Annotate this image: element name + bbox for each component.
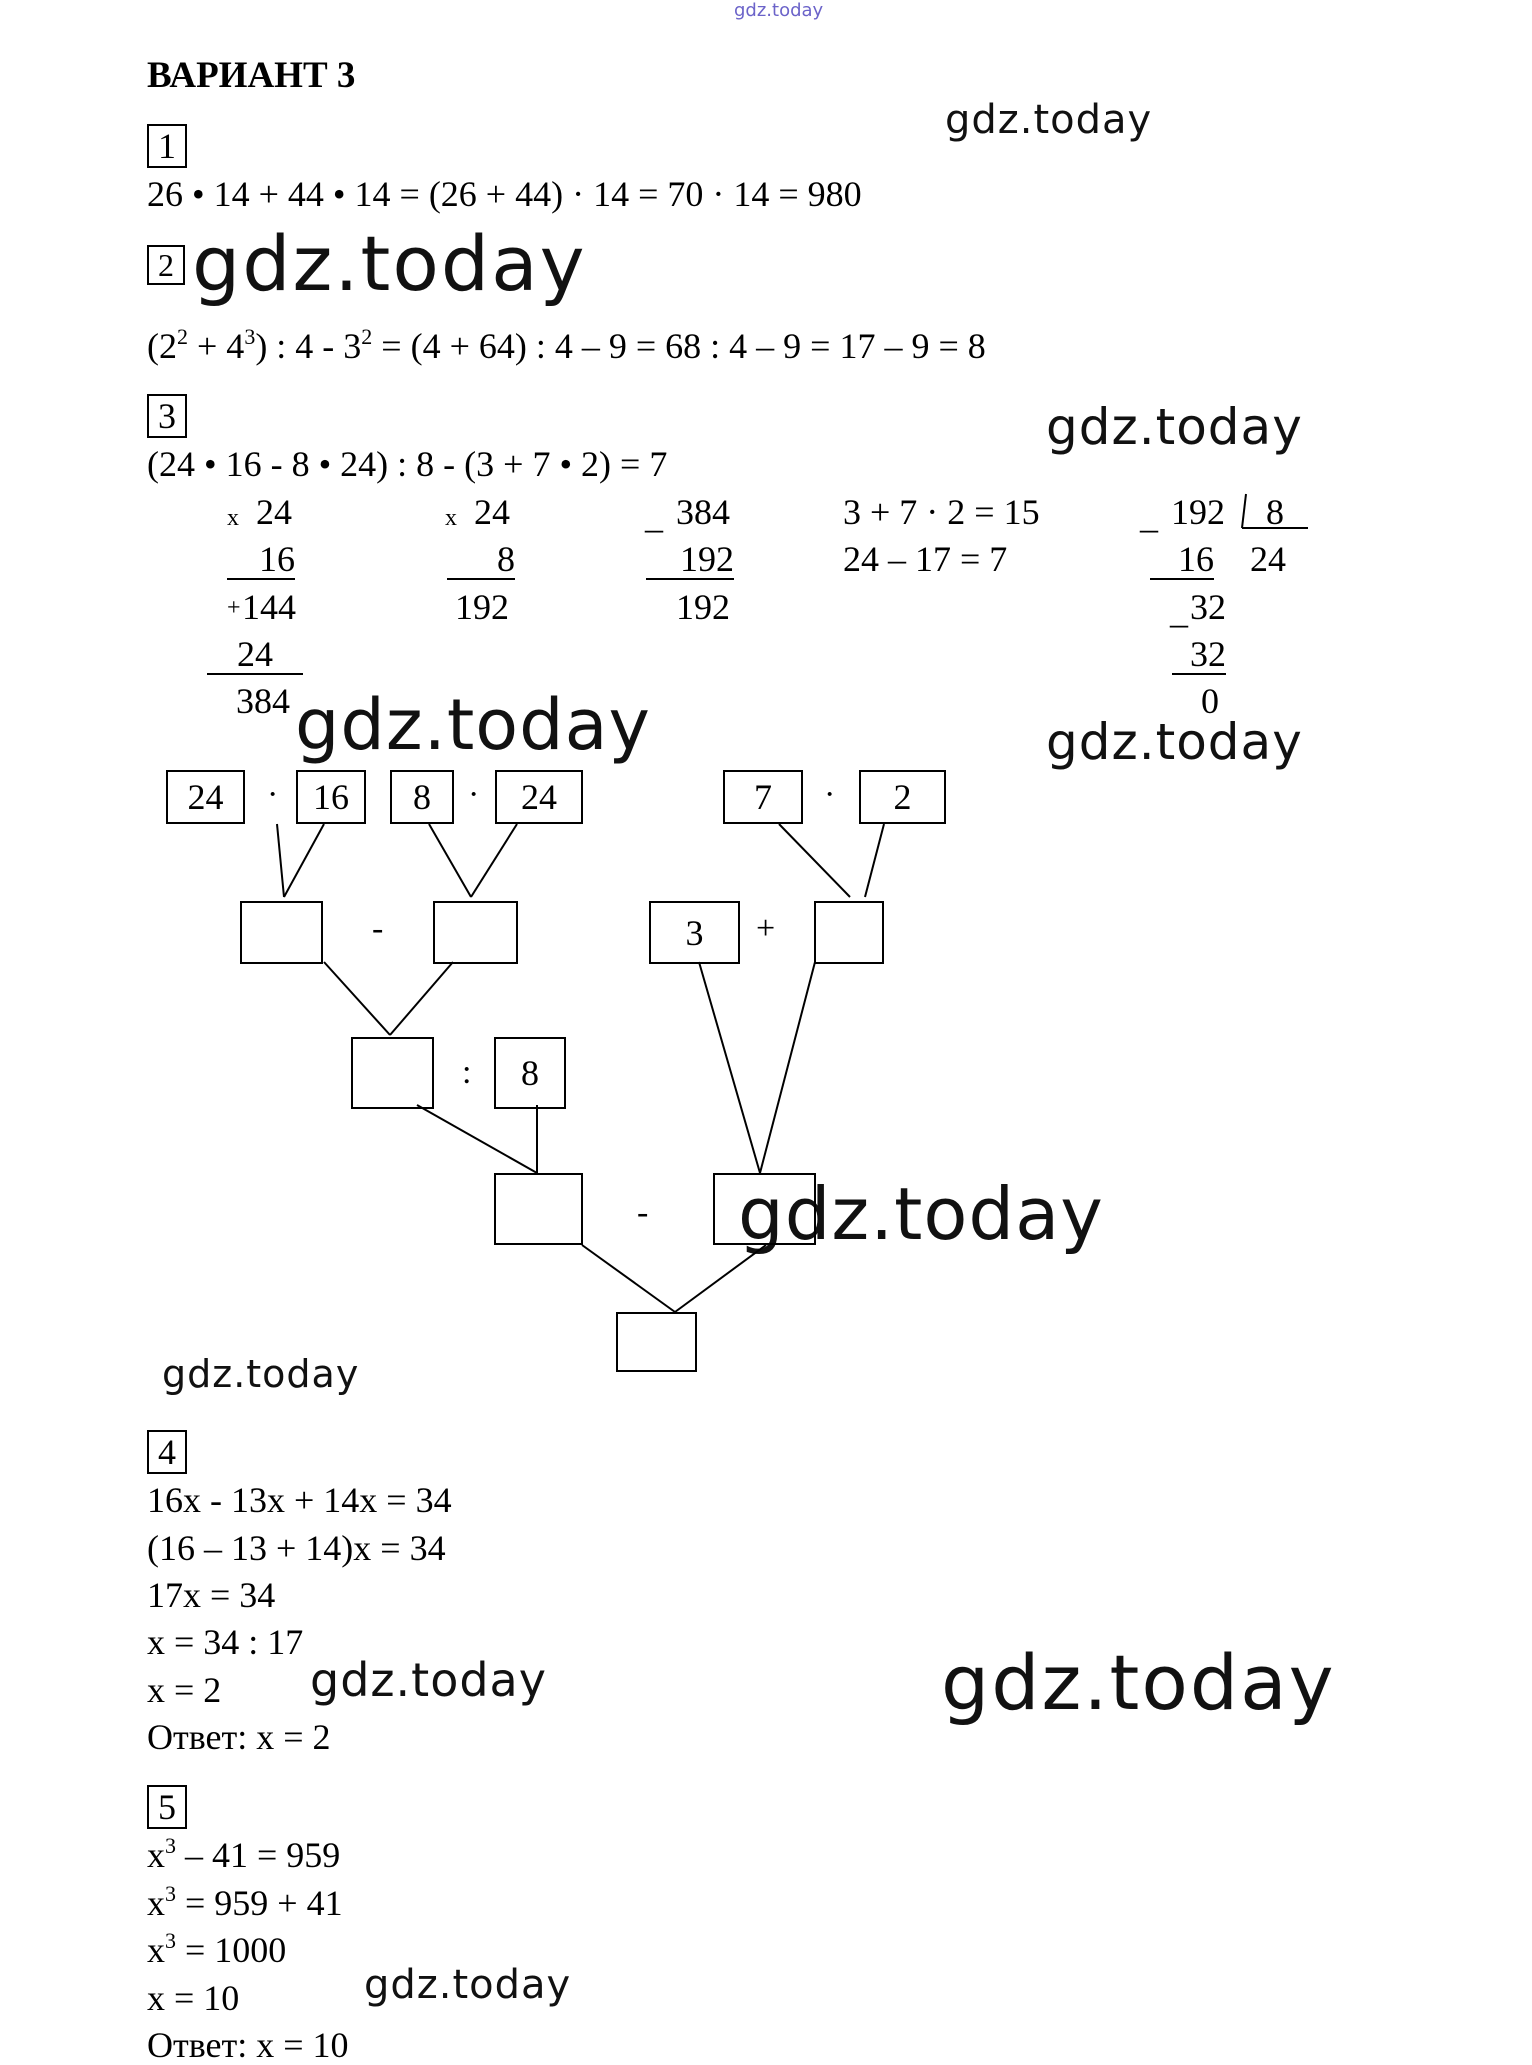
task-2-solution: $(2^2 + 4^3)$ : $4 - 3^2 = (4 + 64)$ : 4 – 9 = 68 : 4 – 9 = 17 – 9 = 8: [147, 324, 986, 366]
tree-edge: [429, 824, 471, 897]
task-4-line: x = 34 : 17: [147, 1622, 304, 1662]
tree-op-dot: ·: [468, 776, 480, 813]
watermark: gdz.today: [941, 1638, 1336, 1727]
mult2-sign: x: [445, 505, 457, 531]
sub-result: 192: [676, 587, 730, 627]
div-quotient: 24: [1250, 539, 1286, 579]
division-bracket-vertical: [1242, 494, 1246, 528]
task-5-number: 5: [147, 1785, 187, 1829]
tree-box-24b: 24: [495, 770, 583, 824]
header-watermark: gdz.today: [734, 0, 824, 21]
mult1-a: 24: [256, 492, 292, 532]
watermark: gdz.today: [295, 684, 651, 766]
div-sub1: 16: [1150, 541, 1214, 580]
div-dividend: 192: [1171, 492, 1225, 532]
mult1-result: 384: [236, 681, 290, 721]
tree-op-plus: +: [756, 910, 776, 947]
watermark: gdz.today: [364, 1962, 572, 2008]
tree-box-empty: [494, 1173, 583, 1245]
task-2-number: 2: [147, 245, 185, 285]
tree-box-empty: [814, 901, 884, 964]
tree-box-empty: [433, 901, 518, 964]
tree-edge: [760, 962, 815, 1173]
tree-box-empty: [713, 1173, 816, 1245]
div-sign: _: [1140, 496, 1158, 536]
task-3-eq2: 24 – 17 = 7: [843, 539, 1008, 579]
variant-title: ВАРИАНТ 3: [147, 55, 356, 96]
task-1-number: 1: [147, 124, 187, 168]
tree-edge: [779, 824, 850, 897]
mult2-a: 24: [474, 492, 510, 532]
task-4-line: x = 2: [147, 1670, 222, 1710]
tree-edge: [865, 824, 884, 897]
watermark: gdz.today: [945, 97, 1153, 143]
task-3-number: 3: [147, 394, 187, 438]
mult1-p1: 144: [242, 587, 296, 627]
tree-op-colon: :: [462, 1054, 472, 1091]
task-4-line: 17x = 34: [147, 1575, 276, 1615]
mult1-sign: x: [227, 505, 239, 531]
sub-sign: _: [645, 496, 663, 536]
task-4-line: (16 – 13 + 14)x = 34: [147, 1528, 446, 1568]
task-1-solution: 26 • 14 + 44 • 14 = (26 + 44) · 14 = 70 · 14 = 980: [147, 174, 862, 214]
sub-b: 192: [646, 541, 734, 580]
tree-edge: [417, 1105, 537, 1173]
tree-box-result: [616, 1312, 697, 1372]
task-4-number: 4: [147, 1430, 187, 1474]
mult1-b: 16: [227, 541, 295, 580]
mult2-b: 8: [447, 541, 515, 580]
tree-box-2: 2: [859, 770, 946, 824]
task-5-line: $x^3 = 1000$: [147, 1928, 287, 1970]
task-3-expression: (24 • 16 - 8 • 24) : 8 - (3 + 7 • 2) = 7: [147, 444, 668, 484]
tree-edge: [675, 1245, 766, 1312]
div-sub2: 32: [1172, 636, 1226, 675]
watermark: gdz.today: [310, 1653, 547, 1707]
tree-op-minus: -: [372, 910, 384, 947]
tree-op-dot: ·: [267, 776, 279, 813]
sub-a: 384: [676, 492, 730, 532]
tree-box-7: 7: [723, 770, 803, 824]
tree-box-empty: [240, 901, 323, 964]
tree-box-24: 24: [166, 770, 245, 824]
tree-edge: [284, 824, 324, 897]
task-3-eq1: 3 + 7 · 2 = 15: [843, 492, 1040, 532]
tree-edge: [699, 962, 760, 1173]
mult1-plus: +: [227, 595, 241, 621]
task-5-answer: Ответ: x = 10: [147, 2025, 349, 2065]
tree-edge: [390, 962, 453, 1035]
task-4-answer: Ответ: x = 2: [147, 1717, 331, 1757]
watermark: gdz.today: [1046, 713, 1303, 771]
watermark: gdz.today: [192, 219, 587, 308]
tree-box-8: 8: [390, 770, 454, 824]
tree-box-empty: [351, 1037, 434, 1109]
tree-edge: [471, 824, 517, 897]
tree-box-3: 3: [649, 901, 740, 964]
div-sign2: _: [1170, 591, 1188, 631]
tree-box-16: 16: [296, 770, 366, 824]
tree-box-8b: 8: [494, 1037, 566, 1109]
task-5-line: $x^3 = 959 + 41$: [147, 1881, 343, 1923]
mult1-p2: 24: [207, 636, 303, 675]
task-5-line: $x^3 - 41 = 959$: [147, 1833, 341, 1875]
task-4-line: 16x - 13x + 14x = 34: [147, 1480, 452, 1520]
div-rem1: 32: [1190, 587, 1226, 627]
watermark: gdz.today: [738, 1172, 1104, 1256]
task-5-line: x = 10: [147, 1978, 240, 2018]
tree-op-minus: -: [637, 1194, 649, 1231]
tree-op-dot: ·: [824, 776, 836, 813]
mult2-result: 192: [455, 587, 509, 627]
watermark: gdz.today: [1046, 398, 1303, 456]
div-divisor: 8: [1266, 492, 1284, 532]
div-rem: 0: [1201, 681, 1219, 721]
watermark: gdz.today: [162, 1352, 360, 1396]
tree-edge: [324, 962, 390, 1035]
tree-edge: [582, 1245, 675, 1312]
tree-edge: [277, 824, 284, 897]
